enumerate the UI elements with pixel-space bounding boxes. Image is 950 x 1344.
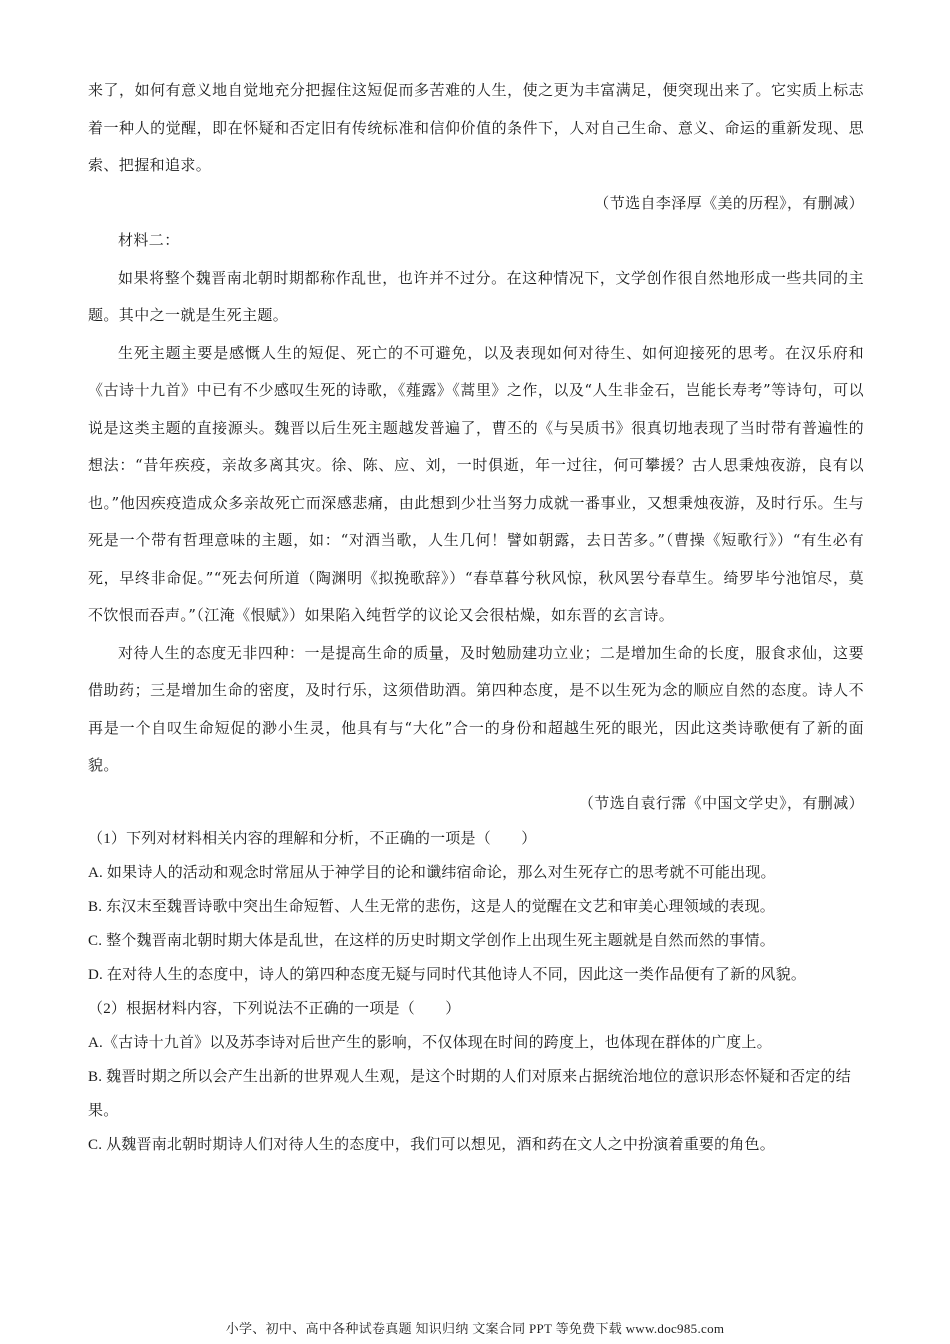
question-2-stem: （2）根据材料内容，下列说法不正确的一项是（ ） [88,1001,461,1017]
material2-paragraph-2: 生死主题主要是感慨人生的短促、死亡的不可避免，以及表现如何对待生、如何迎接死的思考。在汉乐府和《古诗十九首》中已有不少感叹生死的诗歌，《薤露》《蒿里》之作，以及“人生非金石，岂能长寿考”等诗句，可以说是这类主题的直接源头。魏晋以后生死主题越发普遍了，曹丕的《与吴质书》很真切地表现了当时带有普遍性的想法：“昔年疾疫，亲故多离其灾。徐、陈、应、刘，一时俱逝，年一过往，何可攀援？古人思秉烛夜游，良有以也。”他因疾疫造成众多亲故死亡而深感悲痛，由此想到少壮当努力成就一番事业，又想秉烛夜游，及时行乐。生与死是一个带有哲理意味的主题，如：“对酒当歌，人生几何！譬如朝露，去日苦多。”（曹操《短歌行》）“有生必有死，早终非命促。”“死去何所道（陶渊明《拟挽歌辞》）“春草暮兮秋风惊，秋风罢兮春草生。绮罗毕兮池馆尽，莫不饮恨而吞声。”（江淹《恨赋》）如果陷入纯哲学的议论又会很枯燥，如东晋的玄言诗。 [88,343,864,624]
question-2-option-a: A.《古诗十九首》以及苏李诗对后世产生的影响，不仅体现在时间的跨度上，也体现在群体的广度上。 [88,1035,772,1051]
material2-paragraph-3: 对待人生的态度无非四种：一是提高生命的质量，及时勉励建功立业；二是增加生命的长度，服食求仙，这要借助药；三是增加生命的密度，及时行乐，这须借助酒。第四种态度，是不以生死为念的顺应自然的态度。诗人不再是一个自叹生命短促的渺小生灵，他具有与“大化”合一的身份和超越生死的眼光，因此这类诗歌便有了新的面貌。 [88,643,864,774]
question-1-option-d: D. 在对待人生的态度中，诗人的第四种态度无疑与同时代其他诗人不同，因此这一类作品便有了新的风貌。 [88,967,807,983]
material2-source: （节选自袁行霈《中国文学史》，有删减） [578,793,864,812]
material1-source: （节选自李泽厚《美的历程》，有删减） [594,193,864,212]
question-2-option-b: B. 魏晋时期之所以会产生出新的世界观人生观，是这个时期的人们对原来占据统治地位的意识形态怀疑和否定的结果。 [88,1069,851,1119]
material2-heading: 材料二： [118,231,180,249]
page-footer: 小学、初中、高中各种试卷真题 知识归纳 文案合同 PPT 等免费下载 www.doc985.com [225,1321,725,1336]
question-2-option-c: C. 从魏晋南北朝时期诗人们对待人生的态度中，我们可以想见，酒和药在文人之中扮演着重要的角色。 [88,1137,775,1153]
material1-continuation: 来了，如何有意义地自觉地充分把握住这短促而多苦难的人生，使之更为丰富满足，便突现出来了。它实质上标志着一种人的觉醒，即在怀疑和否定旧有传统标准和信仰价值的条件下，人对自己生命、意义、命运的重新发现、思索、把握和追求。 [88,81,864,174]
question-2 [88,992,864,1162]
document-page [88,72,864,1162]
question-1-option-b: B. 东汉末至魏晋诗歌中突出生命短暂、人生无常的悲伤，这是人的觉醒在文艺和审美心理领域的表现。 [88,899,775,915]
question-1-option-c: C. 整个魏晋南北朝时期大体是乱世，在这样的历史时期文学创作上出现生死主题就是自然而然的事情。 [88,933,775,949]
question-1-stem: （1）下列对材料相关内容的理解和分析，不正确的一项是（ ） [88,831,537,847]
question-1 [88,822,864,992]
material2-paragraph-1: 如果将整个魏晋南北朝时期都称作乱世，也许并不过分。在这种情况下，文学创作很自然地形成一些共同的主题。其中之一就是生死主题。 [88,268,864,324]
question-1-option-a: A. 如果诗人的活动和观念时常屈从于神学目的论和谶纬宿命论，那么对生死存亡的思考就不可能出现。 [88,865,776,881]
